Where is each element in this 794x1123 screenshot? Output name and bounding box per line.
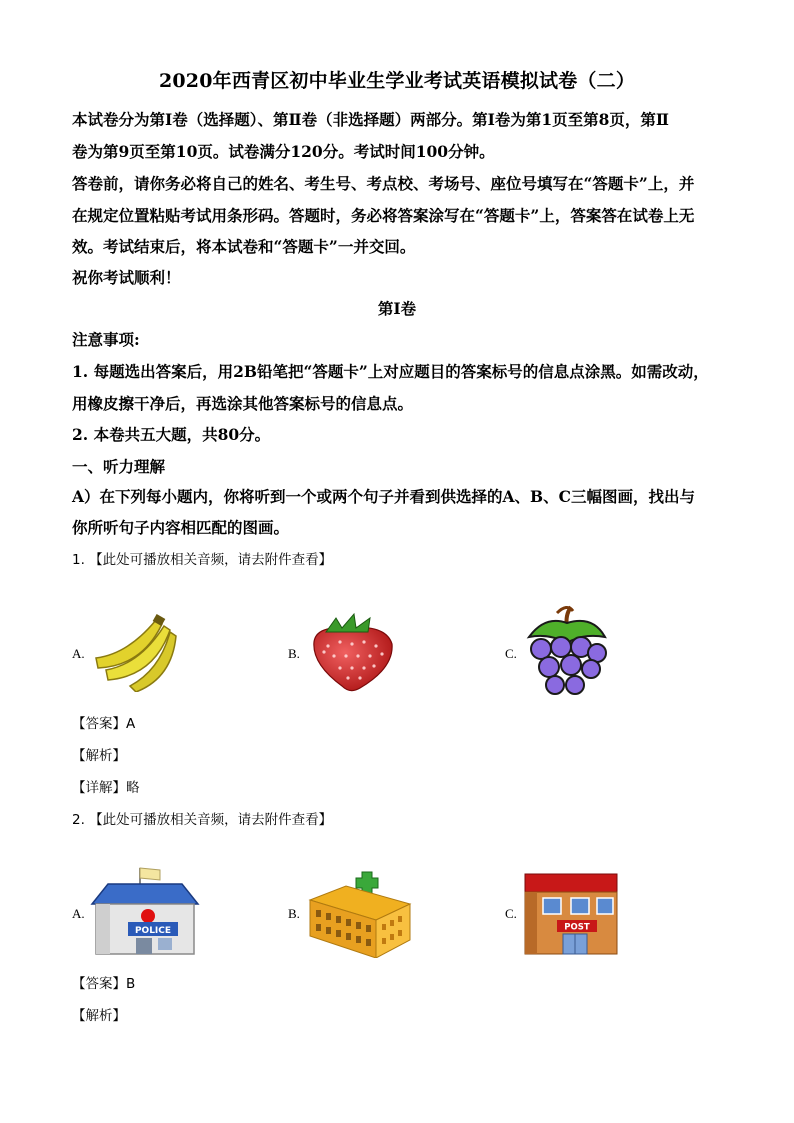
hospital-building-icon bbox=[306, 866, 416, 958]
section-heading: 第Ⅰ卷 bbox=[377, 299, 417, 318]
question-2-analysis: 【解析】 bbox=[72, 1008, 126, 1024]
intro-line-6: 祝你考试顺利！ bbox=[72, 268, 181, 287]
question-2-prompt: 2. 【此处可播放相关音频，请去附件查看】 bbox=[72, 812, 333, 828]
strawberry-icon bbox=[306, 612, 396, 694]
notes-item-1-line-1: 1. 每题选出答案后，用2B铅笔把“答题卡”上对应题目的答案标号的信息点涂黑。如需改动， bbox=[72, 362, 709, 381]
notes-item-1-line-2: 用橡皮擦干净后，再选涂其他答案标号的信息点。 bbox=[72, 394, 414, 413]
post-office-icon bbox=[523, 872, 621, 956]
question-1-analysis: 【解析】 bbox=[72, 748, 126, 764]
intro-line-4: 在规定位置粘贴考试用条形码。答题时，务必将答案涂写在“答题卡”上，答案答在试卷上无 bbox=[72, 206, 695, 225]
question-1-prompt: 1. 【此处可播放相关音频，请去附件查看】 bbox=[72, 552, 333, 568]
question-1-detail: 【详解】略 bbox=[72, 780, 140, 796]
page-title: 2020年西青区初中毕业生学业考试英语模拟试卷（二） bbox=[158, 70, 636, 92]
post-sign: POST bbox=[564, 922, 590, 933]
question-1-option-b-label: B. bbox=[288, 646, 300, 661]
question-1-answer: 【答案】A bbox=[72, 716, 136, 732]
police-sign: POLICE bbox=[134, 926, 172, 936]
notes-item-2: 2. 本卷共五大题，共80分。 bbox=[72, 425, 271, 444]
banana-icon bbox=[90, 612, 180, 692]
intro-line-3: 答卷前，请你务必将自己的姓名、考生号、考点校、考场号、座位号填写在“答题卡”上，并 bbox=[72, 174, 695, 193]
police-station-icon bbox=[90, 866, 200, 958]
part-heading: 一、听力理解 bbox=[72, 457, 166, 476]
part-a-line-1: A）在下列每小题内，你将听到一个或两个句子并看到供选择的A、B、C三幅图画，找出与 bbox=[72, 487, 695, 506]
intro-line-2: 卷为第9页至第10页。试卷满分120分。考试时间100分钟。 bbox=[72, 142, 495, 161]
grapes-icon bbox=[523, 603, 609, 703]
intro-line-5: 效。考试结束后，将本试卷和“答题卡”一并交回。 bbox=[72, 237, 416, 256]
part-a-line-2: 你所听句子内容相匹配的图画。 bbox=[72, 518, 290, 537]
question-1-option-c-label: C. bbox=[505, 646, 517, 661]
intro-line-1: 本试卷分为第Ⅰ卷（选择题）、第Ⅱ卷（非选择题）两部分。第Ⅰ卷为第1页至第8页，第Ⅱ bbox=[72, 110, 669, 129]
question-2-option-a-label: A. bbox=[72, 906, 85, 921]
notes-heading: 注意事项: bbox=[72, 330, 140, 349]
question-2-answer: 【答案】B bbox=[72, 976, 136, 992]
question-1-option-a-label: A. bbox=[72, 646, 85, 661]
question-2-option-b-label: B. bbox=[288, 906, 300, 921]
question-2-option-c-label: C. bbox=[505, 906, 517, 921]
